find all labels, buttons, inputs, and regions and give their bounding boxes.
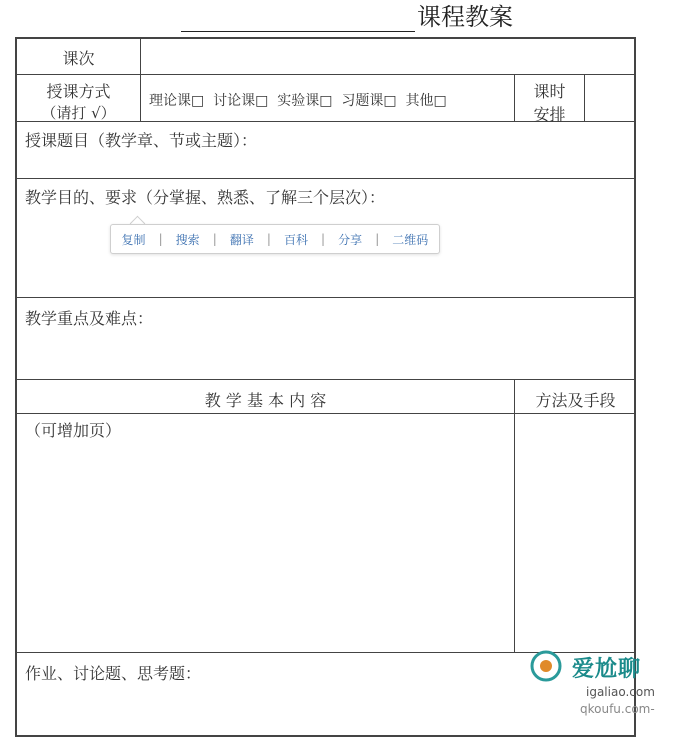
lesson-plan-form	[15, 37, 636, 737]
baike-button[interactable]: 百科	[283, 232, 308, 247]
copy-button[interactable]: 复制	[121, 232, 146, 247]
methods-header: 方法及手段	[535, 391, 616, 410]
lesson-no-label: 课次	[62, 49, 95, 68]
watermark-url-secondary: qkoufu.com-	[580, 702, 655, 716]
column-divider	[514, 379, 515, 652]
row-divider	[17, 379, 634, 380]
watermark-brand: 爱尬聊	[572, 657, 642, 682]
content-header: 教 学 基 本 内 容	[204, 391, 327, 410]
row-divider	[17, 74, 634, 75]
column-divider	[584, 74, 585, 121]
row-divider	[17, 178, 634, 179]
page-title	[0, 2, 694, 32]
watermark-logo-icon	[528, 648, 564, 684]
hours-label	[515, 79, 584, 125]
search-button[interactable]: 搜索	[175, 232, 200, 247]
teaching-mode-label	[17, 79, 140, 123]
row-divider	[17, 297, 634, 298]
popup-separator: |	[212, 232, 217, 246]
popup-separator: |	[375, 232, 380, 246]
column-divider	[140, 39, 141, 121]
popup-separator: |	[158, 232, 163, 246]
teaching-mode-options[interactable]: 理论课□ 讨论课□ 实验课□ 习题课□ 其他□	[149, 93, 447, 109]
teaching-mode-label-line2: （请打 √）	[41, 104, 116, 122]
share-button[interactable]: 分享	[338, 232, 363, 247]
objectives-label: 教学目的、要求（分掌握、熟悉、了解三个层次）：	[25, 188, 386, 207]
row-divider	[17, 413, 634, 414]
homework-label: 作业、讨论题、思考题：	[25, 664, 202, 683]
teaching-mode-label-line1: 授课方式	[46, 82, 111, 101]
title-blank-underline	[181, 7, 415, 32]
qrcode-button[interactable]: 二维码	[392, 232, 429, 247]
translate-button[interactable]: 翻译	[229, 232, 254, 247]
hours-field[interactable]	[586, 76, 636, 120]
text-selection-popup	[110, 224, 440, 254]
content-note: （可增加页）	[25, 421, 122, 440]
key-points-label: 教学重点及难点：	[25, 309, 154, 328]
popup-separator: |	[266, 232, 271, 246]
watermark-url: igaliao.com	[586, 685, 655, 699]
popup-separator: |	[321, 232, 326, 246]
hours-label-line1: 课时	[533, 82, 566, 101]
lesson-no-field[interactable]	[142, 40, 636, 73]
topic-label: 授课题目（教学章、节或主题）：	[25, 131, 258, 150]
page-title-text: 课程教案	[417, 3, 513, 31]
hours-label-line2: 安排	[533, 105, 566, 124]
